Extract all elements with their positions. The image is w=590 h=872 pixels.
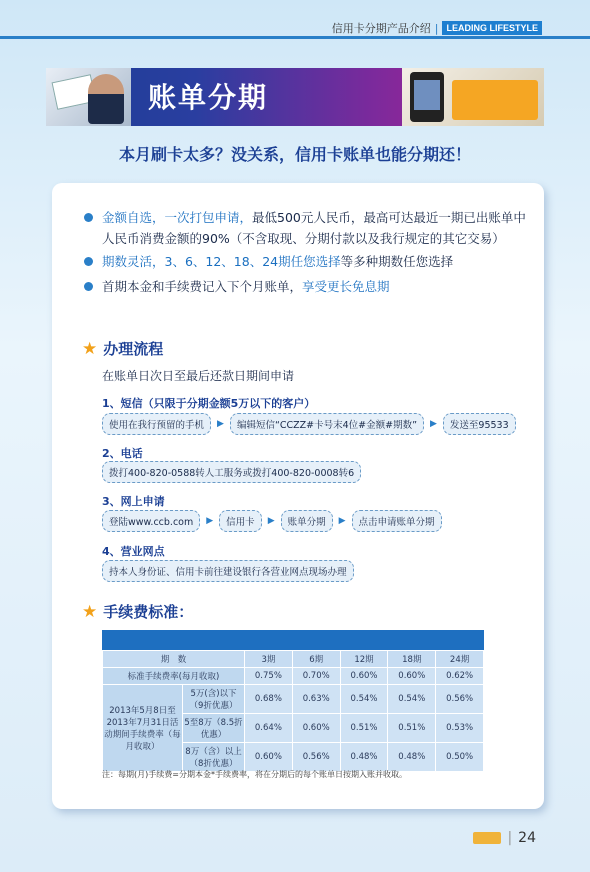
- table-cell: 0.70%: [292, 668, 340, 685]
- table-header-bar: [102, 630, 484, 650]
- page-header: [332, 20, 542, 36]
- table-cell: 6期: [292, 651, 340, 668]
- process-title: 办理流程: [103, 340, 164, 358]
- table-cell: 0.60%: [292, 714, 340, 743]
- bullet-text: 首期本金和手续费记入下个月账单，: [102, 279, 303, 294]
- table-cell: 0.56%: [292, 743, 340, 772]
- fee-note: 注：每期(月)手续费=分期本金*手续费率，将在分期后的每个账单日按期入账并收取。: [102, 770, 407, 779]
- bullet-highlight: 金额自选，一次打包申请，: [102, 210, 253, 225]
- header-divider: |: [434, 21, 439, 35]
- credit-card-icon: [452, 80, 538, 120]
- bullet-text: 最低500元人民币，最高可达最近一期已出账单中人民币消费金额的90%（不含取现、分期付款以及我行规定的其它交易）: [102, 210, 526, 246]
- page-number: [473, 830, 536, 846]
- step-pill: 账单分期: [281, 510, 333, 532]
- banner-title: 账单分期: [148, 81, 269, 114]
- table-cell: 2013年5月8日至2013年7月31日活动期间手续费率（每月收取）: [103, 685, 183, 772]
- step-flow-sms: [102, 413, 516, 435]
- page-number-text: 24: [518, 830, 536, 846]
- table-cell: 0.63%: [292, 685, 340, 714]
- step-pill: 编辑短信“CCZZ#卡号末4位#金额#期数”: [230, 413, 424, 435]
- table-cell: 3期: [245, 651, 293, 668]
- table-row: [103, 685, 484, 714]
- step-label: 2、电话: [102, 447, 143, 460]
- step-pill: 发送至95533: [443, 413, 516, 435]
- header-tag: LEADING LIFESTYLE: [442, 21, 542, 35]
- table-cell: 0.60%: [340, 668, 388, 685]
- step-pill: 点击申请账单分期: [352, 510, 442, 532]
- step-pill: 持本人身份证、信用卡前往建设银行各营业网点现场办理: [102, 560, 354, 582]
- bullet-highlight: 享受更长免息期: [302, 279, 390, 294]
- header-title: 信用卡分期产品介绍: [331, 22, 431, 35]
- list-item: [78, 276, 528, 297]
- step-flow-online: [102, 510, 442, 532]
- process-section-title: [82, 338, 163, 359]
- table-cell: 18期: [388, 651, 436, 668]
- step-pill: 拨打400-820-0588转人工服务或拨打400-820-0008转6: [102, 461, 361, 483]
- table-cell: 0.54%: [340, 685, 388, 714]
- header-line: [0, 36, 590, 39]
- person-photo: [88, 74, 124, 124]
- arrow-icon: ▶: [217, 419, 224, 429]
- bullet-icon: [84, 282, 93, 291]
- table-row: [103, 668, 484, 685]
- arrow-icon: ▶: [206, 516, 214, 526]
- process-intro: 在账单日次日至最后还款日期间申请: [102, 369, 295, 383]
- table-cell: 0.54%: [388, 685, 436, 714]
- phone-icon: [410, 72, 444, 122]
- fees-section-title: [82, 601, 193, 622]
- step-label: 4、营业网点: [102, 545, 165, 558]
- table-cell: 0.50%: [436, 743, 484, 772]
- bullet-icon: [84, 213, 93, 222]
- table-cell: 0.56%: [436, 685, 484, 714]
- fees-title: 手续费标准：: [103, 603, 194, 621]
- table-cell: 期 数: [103, 651, 245, 668]
- arrow-icon: ▶: [338, 516, 346, 526]
- table-cell: 0.51%: [388, 714, 436, 743]
- step-pill: 登陆www.ccb.com: [102, 510, 200, 532]
- table-cell: 0.60%: [388, 668, 436, 685]
- table-cell: 12期: [340, 651, 388, 668]
- arrow-icon: ▶: [430, 419, 437, 429]
- list-item: [78, 251, 528, 272]
- bullet-icon: [84, 257, 93, 266]
- star-icon: ★: [82, 338, 98, 359]
- table-row: [103, 651, 484, 668]
- banner-illustration-left: [46, 68, 131, 126]
- table-cell: 0.51%: [340, 714, 388, 743]
- table-cell: 0.68%: [245, 685, 293, 714]
- fee-table: [102, 630, 484, 772]
- arrow-icon: ▶: [267, 516, 275, 526]
- table-cell: 8万（含）以上（8折优惠）: [183, 743, 245, 772]
- table-cell: 0.64%: [245, 714, 293, 743]
- bullet-highlight: 期数灵活，3、6、12、18、24期任您选择: [102, 254, 341, 269]
- step-pill: 使用在我行预留的手机: [102, 413, 211, 435]
- page-subtitle: 本月刷卡太多？没关系，信用卡账单也能分期还！: [118, 145, 471, 164]
- step-flow-branch: [102, 560, 354, 582]
- section-banner: [46, 68, 544, 126]
- step-pill: 信用卡: [219, 510, 262, 532]
- step-flow-phone: [102, 461, 361, 483]
- step-label: 1、短信（只限于分期金额5万以下的客户）: [102, 397, 316, 410]
- table-cell: 0.60%: [245, 743, 293, 772]
- table-cell: 24期: [436, 651, 484, 668]
- credit-card-icon: [473, 832, 501, 844]
- table-cell: 5万(含)以下（9折优惠）: [183, 685, 245, 714]
- table-cell: 0.62%: [436, 668, 484, 685]
- table-cell: 0.53%: [436, 714, 484, 743]
- feature-list: [78, 207, 528, 297]
- table-cell: 标准手续费率(每月收取): [103, 668, 245, 685]
- table-cell: 5至8万（8.5折优惠）: [183, 714, 245, 743]
- list-item: [78, 207, 528, 249]
- table-cell: 0.48%: [340, 743, 388, 772]
- step-label: 3、网上申请: [102, 495, 165, 508]
- star-icon: ★: [82, 601, 98, 622]
- table-cell: 0.48%: [388, 743, 436, 772]
- bullet-text: 等多种期数任您选择: [340, 254, 454, 269]
- content-panel: [52, 183, 544, 809]
- table-cell: 0.75%: [245, 668, 293, 685]
- banner-illustration-right: [402, 68, 544, 126]
- page-divider: |: [507, 830, 513, 846]
